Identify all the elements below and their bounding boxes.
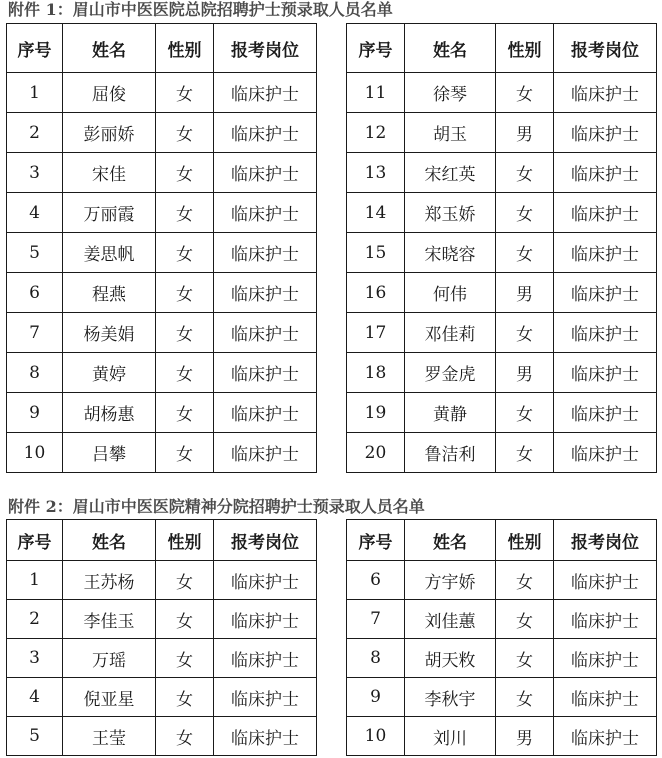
position-cell: 临床护士 — [554, 393, 657, 433]
seq-cell: 6 — [7, 273, 63, 313]
gender-cell: 女 — [156, 561, 214, 600]
name-cell: 徐琴 — [405, 73, 496, 113]
name-cell: 宋红英 — [405, 153, 496, 193]
table-row — [7, 153, 657, 193]
seq-cell: 7 — [7, 313, 63, 353]
name-cell: 方宇娇 — [405, 561, 496, 600]
table-row — [7, 433, 657, 473]
seq-cell: 7 — [347, 600, 405, 639]
gender-cell: 女 — [156, 393, 214, 433]
position-cell: 临床护士 — [554, 639, 657, 678]
name-cell: 彭丽娇 — [63, 113, 156, 153]
seq-cell: 1 — [7, 73, 63, 113]
seq-cell: 4 — [7, 193, 63, 233]
name-cell: 万瑶 — [63, 639, 156, 678]
column-gap — [317, 520, 347, 561]
seq-cell: 12 — [347, 113, 405, 153]
column-gap — [317, 639, 347, 678]
column-gap — [317, 24, 347, 73]
seq-cell: 9 — [347, 678, 405, 717]
seq-cell: 1 — [7, 561, 63, 600]
column-gap — [317, 717, 347, 756]
name-cell: 宋佳 — [63, 153, 156, 193]
gender-cell: 女 — [496, 393, 554, 433]
annex1-table — [6, 23, 657, 473]
gender-cell: 女 — [156, 113, 214, 153]
gender-cell: 男 — [496, 273, 554, 313]
gender-cell: 女 — [156, 233, 214, 273]
seq-cell: 11 — [347, 73, 405, 113]
table-row — [7, 639, 657, 678]
column-gap — [317, 433, 347, 473]
table-row — [7, 273, 657, 313]
table-row — [7, 233, 657, 273]
gender-cell: 女 — [156, 313, 214, 353]
gender-cell: 女 — [156, 193, 214, 233]
seq-cell: 3 — [7, 639, 63, 678]
column-gap — [317, 393, 347, 433]
position-cell: 临床护士 — [214, 193, 317, 233]
gender-cell: 男 — [496, 717, 554, 756]
name-cell: 姜思帆 — [63, 233, 156, 273]
header-seq: 序号 — [7, 520, 63, 561]
seq-cell: 10 — [7, 433, 63, 473]
name-cell: 程燕 — [63, 273, 156, 313]
seq-cell: 19 — [347, 393, 405, 433]
position-cell: 临床护士 — [214, 273, 317, 313]
position-cell: 临床护士 — [554, 600, 657, 639]
column-gap — [317, 233, 347, 273]
name-cell: 刘佳蕙 — [405, 600, 496, 639]
column-gap — [317, 153, 347, 193]
gender-cell: 女 — [156, 678, 214, 717]
name-cell: 万丽霞 — [63, 193, 156, 233]
seq-cell: 16 — [347, 273, 405, 313]
name-cell: 屈俊 — [63, 73, 156, 113]
gender-cell: 女 — [156, 717, 214, 756]
table-row — [7, 353, 657, 393]
seq-cell: 9 — [7, 393, 63, 433]
position-cell: 临床护士 — [214, 561, 317, 600]
position-cell: 临床护士 — [214, 433, 317, 473]
name-cell: 黄静 — [405, 393, 496, 433]
annex1-title: 附件 1：眉山市中医医院总院招聘护士预录取人员名单 — [8, 0, 393, 19]
gender-cell: 女 — [496, 313, 554, 353]
seq-cell: 6 — [347, 561, 405, 600]
seq-cell: 3 — [7, 153, 63, 193]
position-cell: 临床护士 — [214, 113, 317, 153]
name-cell: 胡杨惠 — [63, 393, 156, 433]
annex2-table — [6, 519, 657, 756]
table-row — [7, 678, 657, 717]
name-cell: 刘川 — [405, 717, 496, 756]
gender-cell: 女 — [496, 433, 554, 473]
name-cell: 胡玉 — [405, 113, 496, 153]
header-row — [7, 520, 657, 561]
position-cell: 临床护士 — [554, 353, 657, 393]
column-gap — [317, 193, 347, 233]
position-cell: 临床护士 — [214, 313, 317, 353]
position-cell: 临床护士 — [554, 233, 657, 273]
seq-cell: 17 — [347, 313, 405, 353]
name-cell: 罗金虎 — [405, 353, 496, 393]
header-position: 报考岗位 — [554, 520, 657, 561]
gender-cell: 女 — [156, 433, 214, 473]
seq-cell: 10 — [347, 717, 405, 756]
position-cell: 临床护士 — [214, 717, 317, 756]
name-cell: 李佳玉 — [63, 600, 156, 639]
seq-cell: 2 — [7, 600, 63, 639]
seq-cell: 4 — [7, 678, 63, 717]
table-row — [7, 393, 657, 433]
position-cell: 临床护士 — [554, 113, 657, 153]
name-cell: 胡天敉 — [405, 639, 496, 678]
position-cell: 临床护士 — [214, 153, 317, 193]
gender-cell: 女 — [496, 600, 554, 639]
name-cell: 李秋宇 — [405, 678, 496, 717]
position-cell: 临床护士 — [554, 561, 657, 600]
header-position: 报考岗位 — [214, 24, 317, 73]
header-gender: 性别 — [156, 520, 214, 561]
gender-cell: 女 — [156, 639, 214, 678]
seq-cell: 13 — [347, 153, 405, 193]
gender-cell: 女 — [496, 153, 554, 193]
seq-cell: 5 — [7, 717, 63, 756]
position-cell: 临床护士 — [554, 313, 657, 353]
position-cell: 临床护士 — [554, 193, 657, 233]
header-seq: 序号 — [7, 24, 63, 73]
seq-cell: 5 — [7, 233, 63, 273]
seq-cell: 8 — [7, 353, 63, 393]
header-gender: 性别 — [156, 24, 214, 73]
position-cell: 临床护士 — [554, 678, 657, 717]
position-cell: 临床护士 — [214, 353, 317, 393]
position-cell: 临床护士 — [214, 600, 317, 639]
column-gap — [317, 353, 347, 393]
gender-cell: 女 — [496, 561, 554, 600]
header-gender: 性别 — [496, 24, 554, 73]
column-gap — [317, 600, 347, 639]
seq-cell: 14 — [347, 193, 405, 233]
column-gap — [317, 678, 347, 717]
annex2-title: 附件 2：眉山市中医医院精神分院招聘护士预录取人员名单 — [8, 497, 425, 516]
name-cell: 杨美娟 — [63, 313, 156, 353]
gender-cell: 女 — [496, 233, 554, 273]
position-cell: 临床护士 — [214, 639, 317, 678]
name-cell: 黄婷 — [63, 353, 156, 393]
gender-cell: 男 — [496, 353, 554, 393]
seq-cell: 18 — [347, 353, 405, 393]
table-row — [7, 113, 657, 153]
position-cell: 临床护士 — [214, 393, 317, 433]
gender-cell: 男 — [496, 113, 554, 153]
seq-cell: 15 — [347, 233, 405, 273]
position-cell: 临床护士 — [554, 73, 657, 113]
gender-cell: 女 — [496, 73, 554, 113]
gender-cell: 女 — [156, 73, 214, 113]
header-seq: 序号 — [347, 520, 405, 561]
position-cell: 临床护士 — [214, 678, 317, 717]
header-position: 报考岗位 — [214, 520, 317, 561]
name-cell: 吕攀 — [63, 433, 156, 473]
header-seq: 序号 — [347, 24, 405, 73]
table-row — [7, 600, 657, 639]
header-row — [7, 24, 657, 73]
name-cell: 邓佳莉 — [405, 313, 496, 353]
name-cell: 何伟 — [405, 273, 496, 313]
header-name: 姓名 — [63, 24, 156, 73]
seq-cell: 20 — [347, 433, 405, 473]
gender-cell: 女 — [496, 639, 554, 678]
position-cell: 临床护士 — [554, 433, 657, 473]
table-row — [7, 313, 657, 353]
header-gender: 性别 — [496, 520, 554, 561]
seq-cell: 8 — [347, 639, 405, 678]
gender-cell: 女 — [496, 678, 554, 717]
table-row — [7, 561, 657, 600]
name-cell: 郑玉娇 — [405, 193, 496, 233]
name-cell: 宋晓容 — [405, 233, 496, 273]
table-row — [7, 73, 657, 113]
seq-cell: 2 — [7, 113, 63, 153]
name-cell: 王苏杨 — [63, 561, 156, 600]
column-gap — [317, 113, 347, 153]
column-gap — [317, 313, 347, 353]
column-gap — [317, 73, 347, 113]
header-name: 姓名 — [405, 520, 496, 561]
header-position: 报考岗位 — [554, 24, 657, 73]
gender-cell: 女 — [156, 273, 214, 313]
position-cell: 临床护士 — [554, 153, 657, 193]
name-cell: 鲁洁利 — [405, 433, 496, 473]
gender-cell: 女 — [496, 193, 554, 233]
gender-cell: 女 — [156, 153, 214, 193]
header-name: 姓名 — [405, 24, 496, 73]
position-cell: 临床护士 — [554, 273, 657, 313]
table-row — [7, 193, 657, 233]
position-cell: 临床护士 — [214, 73, 317, 113]
position-cell: 临床护士 — [554, 717, 657, 756]
column-gap — [317, 561, 347, 600]
column-gap — [317, 273, 347, 313]
header-name: 姓名 — [63, 520, 156, 561]
position-cell: 临床护士 — [214, 233, 317, 273]
name-cell: 王莹 — [63, 717, 156, 756]
name-cell: 倪亚星 — [63, 678, 156, 717]
table-row — [7, 717, 657, 756]
gender-cell: 女 — [156, 600, 214, 639]
gender-cell: 女 — [156, 353, 214, 393]
